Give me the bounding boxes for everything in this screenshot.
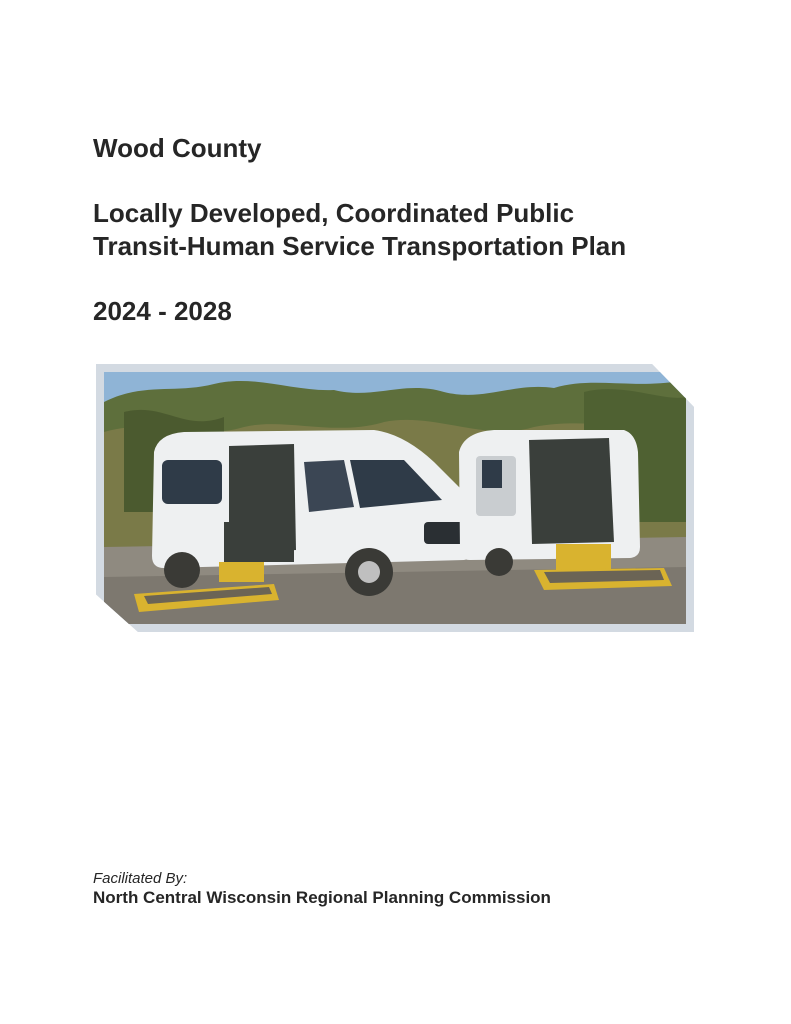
county-title: Wood County: [93, 133, 262, 163]
plan-years: 2024 - 2028: [93, 296, 232, 326]
plan-title-line-2: Transit-Human Service Transportation Plan: [93, 231, 627, 261]
accessible-van-illustration: [104, 372, 686, 624]
facilitated-by-label: Facilitated By:: [93, 870, 188, 887]
facilitator-organization: North Central Wisconsin Regional Planning Commission: [93, 888, 551, 907]
plan-title-line-1: Locally Developed, Coordinated Public: [93, 198, 575, 228]
cover-photo-frame: [96, 364, 694, 632]
